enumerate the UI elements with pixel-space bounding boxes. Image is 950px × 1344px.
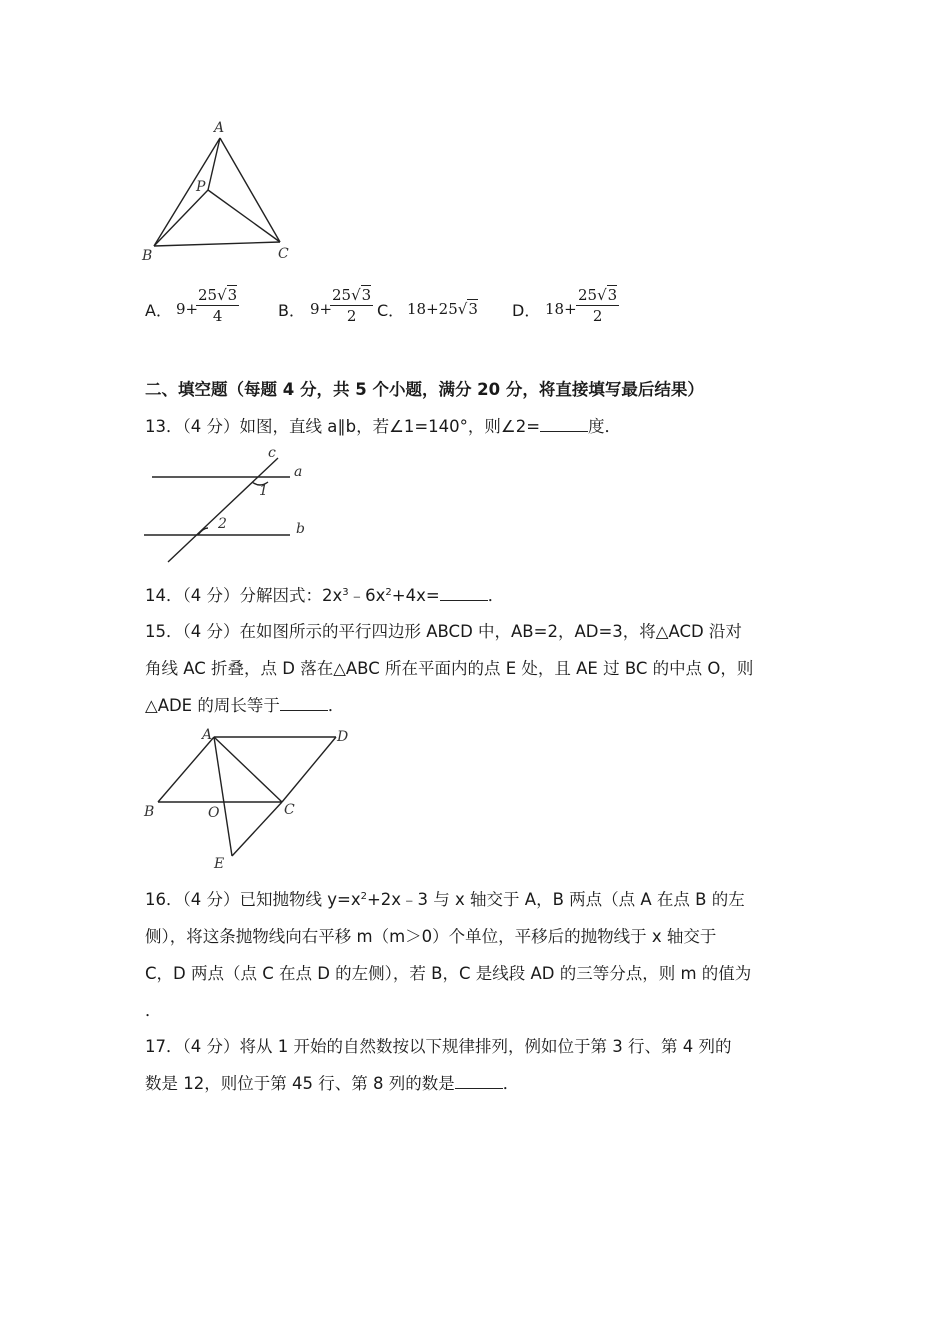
- question-15-line-3: △ADE 的周长等于 ．: [145, 696, 345, 715]
- triangle-figure: [140, 118, 300, 268]
- label-a: A: [202, 727, 213, 743]
- label-c: C: [278, 246, 289, 262]
- option-a-fraction: [196, 286, 239, 325]
- option-a-denominator: 4: [212, 307, 223, 325]
- label-d: D: [337, 729, 349, 745]
- parallelogram-figure: [140, 722, 360, 874]
- question-17-line-2: 数是 12，则位于第 45 行、第 8 列的数是 ．: [145, 1074, 520, 1093]
- option-a-letter: A．: [145, 301, 172, 320]
- answer-blank-15: [280, 696, 328, 711]
- side-bc: [154, 242, 280, 246]
- option-d-letter: D．: [512, 301, 541, 320]
- segment-bp: [154, 190, 208, 246]
- option-b-numerator: 25√3: [332, 286, 372, 304]
- option-a-whole: 9+: [176, 300, 199, 318]
- label-a: a: [294, 464, 303, 480]
- option-c-letter: C．: [377, 301, 405, 320]
- option-d-denominator: 2: [592, 307, 603, 325]
- option-c-expression: 18+25√3: [407, 300, 478, 318]
- answer-blank-17: [455, 1074, 503, 1089]
- segment-ce: [232, 802, 282, 856]
- transversal-c: [168, 458, 278, 562]
- segment-ap: [208, 138, 220, 190]
- label-o: O: [208, 805, 220, 821]
- option-b-fraction: [330, 286, 373, 325]
- question-14: 14．（4 分）分解因式：$2x^3﹣6x^2+4x=$ ．: [145, 586, 505, 605]
- side-ac: [220, 138, 280, 242]
- option-d-numerator: 25√3: [578, 286, 618, 304]
- label-b: B: [144, 804, 155, 820]
- segment-cp: [208, 190, 280, 242]
- label-b: B: [142, 248, 153, 264]
- section-heading: 二、填空题（每题 4 分，共 5 个小题，满分 20 分，将直接填写最后结果）: [145, 380, 704, 399]
- label-c: c: [268, 445, 276, 461]
- question-15-line-2: 角线 AC 折叠，点 D 落在△ABC 所在平面内的点 E 处，且 AE 过 BC 的中点 O，则: [145, 659, 754, 678]
- question-16-line-4: ．: [145, 1001, 162, 1020]
- answer-blank-13: [540, 417, 588, 432]
- side-dc: [282, 737, 336, 802]
- side-ab: [158, 737, 214, 802]
- label-p: P: [196, 179, 206, 195]
- label-b: b: [296, 521, 305, 537]
- option-d-fraction: [576, 286, 619, 325]
- question-16-line-3: C，D 两点（点 C 在点 D 的左侧），若 B，C 是线段 AD 的三等分点，则 m 的值为: [145, 964, 752, 983]
- question-17-line-1: 17．（4 分）将从 1 开始的自然数按以下规律排列，例如位于第 3 行、第 4 列的: [145, 1037, 732, 1056]
- diagonal-ac: [214, 737, 282, 802]
- question-13: 13．（4 分）如图，直线 a∥b，若∠1=140°，则∠2= 度．: [145, 417, 622, 436]
- answer-blank-14: [440, 586, 488, 601]
- question-16-line-2: 侧），将这条抛物线向右平移 m（m＞0）个单位，平移后的抛物线于 x 轴交于: [145, 927, 717, 946]
- option-b-denominator: 2: [346, 307, 357, 325]
- question-15-line-1: 15．（4 分）在如图所示的平行四边形 ABCD 中，AB=2，AD=3，将△ACD 沿对: [145, 622, 742, 641]
- option-b-letter: B．: [278, 301, 305, 320]
- parallel-lines-figure: [140, 444, 315, 566]
- label-a: A: [214, 120, 225, 136]
- label-angle-2: 2: [218, 516, 227, 532]
- option-a-numerator: 25√3: [198, 286, 238, 304]
- segment-ae: [214, 737, 232, 856]
- question-16-line-1: 16．（4 分）已知抛物线 $y=x^2+2x﹣3$ 与 x 轴交于 A，B 两点（点 A 在点 B 的左: [145, 890, 745, 909]
- label-angle-1: 1: [259, 483, 268, 499]
- label-e: E: [214, 856, 225, 872]
- label-c: C: [284, 802, 295, 818]
- option-b-whole: 9+: [310, 300, 333, 318]
- option-d-whole: 18+: [545, 300, 577, 318]
